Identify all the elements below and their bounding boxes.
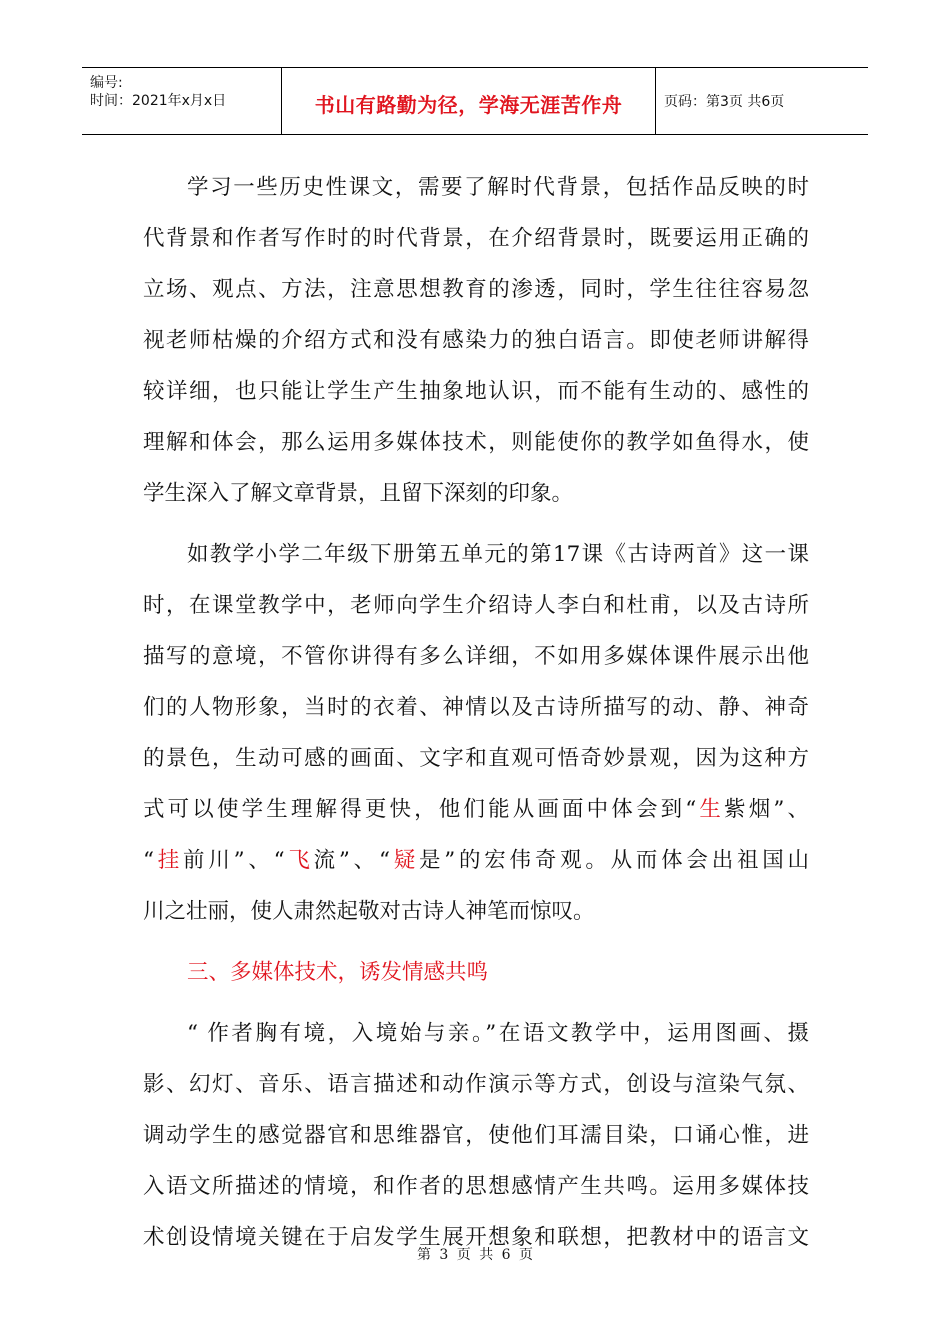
paragraph-line: 影、幻灯、音乐、语言描述和动作演示等方式，创设与渲染气氛、: [143, 1072, 809, 1097]
paragraph-line: 川之壮丽，使人肃然起敬对古诗人神笔而惊叹。: [143, 899, 595, 924]
paragraph-line: 学习一些历史性课文，需要了解时代背景，包括作品反映的时: [187, 175, 809, 200]
highlight-word: 挂: [154, 848, 184, 873]
paragraph-line: [143, 835, 809, 886]
paragraph-line: 视老师枯燥的介绍方式和没有感染力的独白语言。即使老师讲解得: [143, 328, 809, 353]
text-run: 前川”、“: [183, 848, 285, 873]
document-body: [143, 162, 809, 1263]
paragraph-1: [143, 162, 809, 519]
paragraph-line: 时，在课堂教学中，老师向学生介绍诗人李白和杜甫，以及古诗所: [143, 593, 809, 618]
text-run: 是”的宏伟奇观。从而体会出祖国山: [419, 848, 810, 873]
paragraph-line: 学生深入了解文章背景，且留下深刻的印象。: [143, 481, 574, 506]
header-motto: 书山有路勤为径，学海无涯苦作舟: [314, 92, 623, 117]
page-footer: 第 3 页 共 6 页: [416, 1247, 534, 1263]
highlight-word: 生: [696, 797, 725, 822]
section-heading: 三、多媒体技术，诱发情感共鸣: [187, 960, 489, 985]
header-meta-cell: [82, 68, 282, 134]
text-run: 流”、“: [313, 848, 390, 873]
header-table: [82, 67, 868, 135]
paragraph-line: 立场、观点、方法，注意思想教育的渗透，同时，学生往往容易忽: [143, 277, 809, 302]
header-page-label: 页码：第3页 共6页: [664, 94, 785, 110]
text-run: 式可以使学生理解得更快，他们能从画面中体会到“: [143, 797, 697, 822]
paragraph-line: 的景色，生动可感的画面、文字和直观可悟奇妙景观，因为这种方: [143, 746, 809, 771]
paragraph-line: 如教学小学二年级下册第五单元的第17课《古诗两首》这一课: [187, 542, 809, 567]
text-run: “: [143, 848, 154, 873]
paragraph-line: 入语文所描述的情境，和作者的思想感情产生共鸣。运用多媒体技: [143, 1174, 809, 1199]
highlight-word: 疑: [389, 848, 419, 873]
paragraph-3: [143, 1008, 809, 1263]
header-motto-cell: [282, 68, 656, 134]
document-number-label: 编号:: [90, 75, 123, 91]
paragraph-line: 描写的意境，不管你讲得有多么详细，不如用多媒体课件展示出他: [143, 644, 809, 669]
paragraph-line: 代背景和作者写作时的时代背景，在介绍背景时，既要运用正确的: [143, 226, 809, 251]
paragraph-line: [143, 784, 809, 835]
text-run: 紫烟”、: [724, 797, 809, 822]
paragraph-line: 较详细，也只能让学生产生抽象地认识，而不能有生动的、感性的: [143, 379, 809, 404]
paragraph-line: “ 作者胸有境，入境始与亲。”在语文教学中，运用图画、摄: [187, 1021, 809, 1046]
paragraph-line: 们的人物形象，当时的衣着、神情以及古诗所描写的动、静、神奇: [143, 695, 809, 720]
document-time-label: 时间：2021年x月x日: [90, 93, 227, 109]
paragraph-line: 理解和体会，那么运用多媒体技术，则能使你的教学如鱼得水，使: [143, 430, 809, 455]
paragraph-line: 调动学生的感觉器官和思维器官，使他们耳濡目染，口诵心惟，进: [143, 1123, 809, 1148]
paragraph-2: [143, 529, 809, 937]
header-page-cell: [656, 68, 868, 134]
paragraph-line: 术创设情境关键在于启发学生展开想象和联想，把教材中的语言文: [143, 1225, 809, 1250]
highlight-word: 飞: [284, 848, 314, 873]
